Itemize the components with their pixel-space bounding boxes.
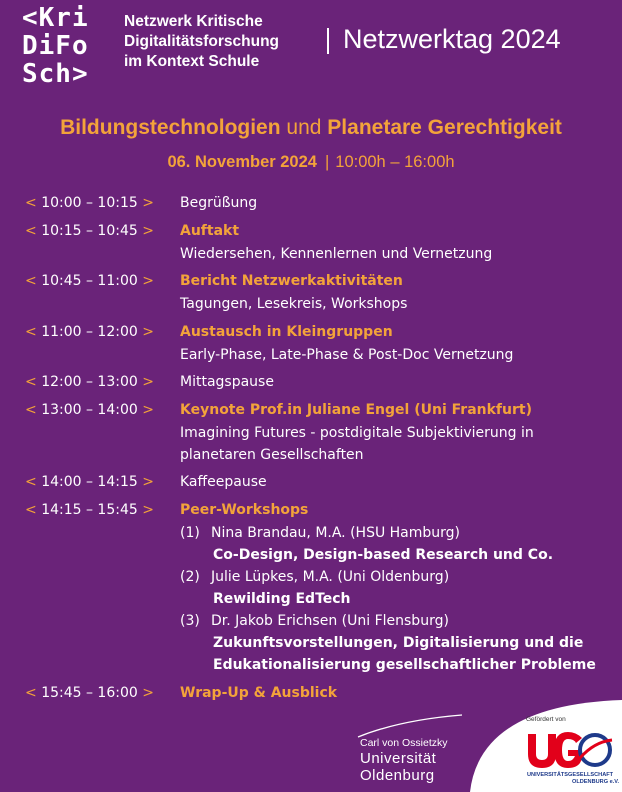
- logo-line: DiFo: [22, 31, 89, 61]
- time-slot: < 12:00 – 13:00 >: [25, 374, 154, 390]
- item-title: Austausch in Kleingruppen: [180, 324, 393, 340]
- workshop-number: (3): [180, 613, 200, 629]
- item-text: Wiedersehen, Kennenlernen und Vernetzung: [180, 246, 493, 262]
- time-slot: < 10:00 – 10:15 >: [25, 195, 154, 211]
- workshop-speaker: Julie Lüpkes, M.A. (Uni Oldenburg): [211, 569, 450, 585]
- time-slot: < 10:15 – 10:45 >: [25, 223, 154, 239]
- time-slot: < 15:45 – 16:00 >: [25, 685, 154, 701]
- workshop-title: Edukationalisierung gesellschaftlicher Probleme: [213, 657, 596, 673]
- item-title: Wrap-Up & Ausblick: [180, 685, 338, 701]
- item-text: Imagining Futures - postdigitale Subjektivierung in: [180, 425, 534, 441]
- item-text: Early-Phase, Late-Phase & Post-Doc Vernetzung: [180, 347, 514, 363]
- title-part2: Planetare Gerechtigkeit: [327, 116, 562, 139]
- item-title: Auftakt: [180, 223, 240, 239]
- date-line: [0, 150, 622, 174]
- university-line1: Carl von Ossietzky: [360, 737, 448, 749]
- network-name-line: im Kontext Schule: [124, 53, 260, 70]
- workshop-speaker: Dr. Jakob Erichsen (Uni Flensburg): [211, 613, 449, 629]
- workshop-title: Zukunftsvorstellungen, Digitalisierung und die: [213, 635, 584, 651]
- time-slot: < 11:00 – 12:00 >: [25, 324, 154, 340]
- item-text: Tagungen, Lesekreis, Workshops: [180, 296, 408, 312]
- workshop-number: (2): [180, 569, 200, 585]
- title-part1: Bildungstechnologien: [60, 116, 281, 139]
- event-time: 10:00h – 16:00h: [335, 153, 455, 171]
- network-name-line: Netzwerk Kritische: [124, 13, 263, 30]
- date-separator: |: [324, 153, 330, 171]
- workshop-speaker: Nina Brandau, M.A. (HSU Hamburg): [211, 525, 461, 541]
- page-title: [0, 114, 622, 142]
- item-text: planetaren Gesellschaften: [180, 447, 364, 463]
- university-line3: Oldenburg: [360, 767, 435, 784]
- time-slot: < 10:45 – 11:00 >: [25, 273, 154, 289]
- time-slot: < 14:00 – 14:15 >: [25, 474, 154, 490]
- header-divider: [327, 28, 329, 54]
- item-title: Keynote Prof.in Juliane Engel (Uni Frankfurt): [180, 402, 532, 418]
- event-title: Netzwerktag 2024: [343, 24, 561, 54]
- logo-line: <Kri: [22, 3, 89, 33]
- event-date: 06. November 2024: [167, 153, 317, 171]
- ugo-logo-icon: [524, 728, 614, 772]
- university-line2: Universität: [360, 750, 437, 767]
- network-name: [124, 12, 279, 72]
- ugo-name-line1: UNIVERSITÄTSGESELLSCHAFT: [527, 772, 614, 778]
- workshop-title: Co-Design, Design-based Research und Co.: [213, 547, 554, 563]
- workshop-title: Rewilding EdTech: [213, 591, 351, 607]
- logo-line: Sch>: [22, 59, 89, 89]
- item-text: Begrüßung: [180, 195, 258, 211]
- item-title: Bericht Netzwerkaktivitäten: [180, 273, 403, 289]
- network-name-line: Digitalitätsforschung: [124, 33, 280, 50]
- item-text: Mittagspause: [180, 374, 274, 390]
- ugo-name-line2: OLDENBURG e.V.: [572, 779, 620, 785]
- title-connector: und: [280, 116, 328, 139]
- time-slot: < 13:00 – 14:00 >: [25, 402, 154, 418]
- time-slot: < 14:15 – 15:45 >: [25, 502, 154, 518]
- funded-by-label: Gefördert von: [526, 716, 566, 723]
- item-text: Kaffeepause: [180, 474, 267, 490]
- kridifosch-logo: [22, 4, 89, 88]
- item-title: Peer-Workshops: [180, 502, 309, 518]
- workshop-number: (1): [180, 525, 200, 541]
